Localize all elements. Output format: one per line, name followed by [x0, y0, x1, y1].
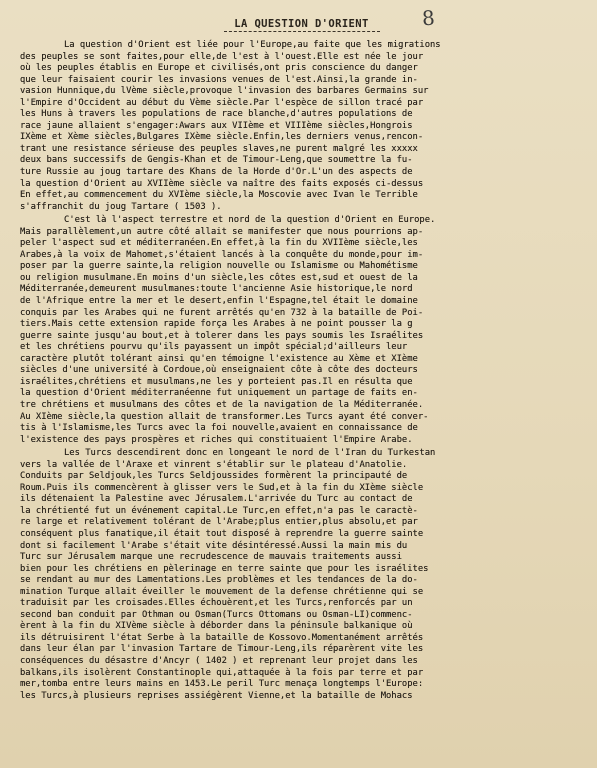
- text-line: peler l'aspect sud et méditerranéen.En effet,à la fin du XVIIème siècle,les: [20, 238, 418, 249]
- text-line: conquis par les Arabes qui ne furent arrêtés qu'en 732 à la bataille de Poi-: [20, 307, 424, 318]
- text-line: où les peuples établis en Europe et civilisés,ont pris conscience du danger: [20, 63, 418, 74]
- text-line: guerre sainte jusqu'au bout,et à tolerer dans les pays soumis les Israélites: [20, 330, 424, 341]
- text-line: la question d'Orient méditerranéenne fut uniquement un partage de faits en-: [20, 388, 418, 399]
- text-line: poser par la guerre sainte,la religion nouvelle ou Islamisme ou Mahométisme: [20, 261, 418, 272]
- text-line: l'Empire d'Occident au début du Vème siècle.Par l'espèce de sillon tracé par: [20, 97, 424, 108]
- text-line: siècles d'une université à Cordoue,où enseignaient côte à côte des docteurs: [20, 365, 418, 376]
- text-line: l'existence des pays prospères et riches qui constituaient l'Empire Arabe.: [20, 434, 413, 445]
- text-line: les Turcs,à plusieurs reprises assiégèrent Vienne,et la bataille de Mohacs: [20, 690, 413, 701]
- paragraph: [20, 215, 583, 446]
- paragraph: [20, 448, 583, 702]
- text-line: second ban conduit par Othman ou Osman(Turcs Ottomans ou Osman-LI)commenc-: [20, 609, 413, 620]
- text-line: Les Turcs descendirent donc en longeant le nord de l'Iran du Turkestan: [64, 448, 436, 459]
- text-line: Conduits par Seldjouk,les Turcs Seldjoussides formèrent la principauté de: [20, 471, 408, 482]
- text-line: èrent à la fin du XIVème siècle à déborder dans la péninsule balkanique où: [20, 621, 413, 632]
- text-line: Méditerranée,demeurent musulmanes:toute l'ancienne Asie historique,le nord: [20, 284, 413, 295]
- text-line: traduisit par les croisades.Elles échouèrent,et les Turcs,renforcés par un: [20, 598, 413, 609]
- text-line: la question d'Orient au XVIIème siècle va naître des faits exposés ci-dessus: [20, 178, 424, 189]
- text-line: Turc sur Jérusalem marque une recrudescence de mauvais traitements aussi: [20, 552, 402, 563]
- text-line: balkans,ils isolèrent Constantinople qui,attaquée à la fois par terre et par: [20, 667, 424, 678]
- text-line: conséquences du désastre d'Ancyr ( 1402 ) et reprenant leur projet dans les: [20, 655, 418, 666]
- text-line: ou religion musulmane.En moins d'un siècle,les côtes est,sud et ouest de la: [20, 272, 418, 283]
- text-line: bien pour les chrétiens en pèlerinage en terre sainte que pour les israélites: [20, 563, 429, 574]
- paragraph: [20, 40, 583, 213]
- text-line: la chrétienté fut un événement capital.Le Turc,en effet,n'a pas le caractè-: [20, 505, 418, 516]
- text-line: mination Turque allait éveiller le mouvement de la defense chrétienne qui se: [20, 586, 424, 597]
- text-line: et les chrétiens pourvu qu'ils payassent un impôt spécial;d'ailleurs leur: [20, 342, 408, 353]
- text-line: tiers.Mais cette extension rapide força les Arabes à ne point pousser la g: [20, 319, 413, 330]
- text-line: se rendant au mur des Lamentations.Les problèmes et les tendances de la do-: [20, 575, 418, 586]
- text-line: des peuples se sont faites,pour elle,de l'est à l'ouest.Elle est née le jour: [20, 51, 424, 62]
- body-text: [20, 40, 583, 702]
- title-underline: [224, 31, 380, 32]
- text-line: que leur faisaient courir les invasions venues de l'est.Ainsi,la grande in-: [20, 74, 418, 85]
- text-line: vers la vallée de l'Araxe et vinrent s'établir sur le plateau d'Anatolie.: [20, 459, 408, 470]
- text-line: Arabes,à la voix de Mahomet,s'étaient lancés à la conquête du monde,pour im-: [20, 249, 424, 260]
- text-line: ils détenaient la Palestine avec Jérusalem.L'arrivée du Turc au contact de: [20, 494, 413, 505]
- text-line: conséquent plus fanatique,il était tout disposé à reprendre la guerre sainte: [20, 528, 424, 539]
- text-line: Roum.Puis ils commencèrent à glisser vers le Sud,et à la fin du XIème siècle: [20, 482, 424, 493]
- page-number: 8: [421, 5, 436, 31]
- text-line: ils détruisirent l'état Serbe à la bataille de Kossovo.Momentanément arrêtés: [20, 632, 424, 643]
- text-line: dont si facilement l'Arabe s'était vite désintéressé.Aussi la main mis du: [20, 540, 408, 551]
- text-line: IXème et Xème siècles,Bulgares IXème siècle.Enfin,les derniers venus,rencon-: [20, 132, 424, 143]
- text-line: mer,tomba entre leurs mains en 1453.Le peril Turc menaça longtemps l'Europe:: [20, 679, 424, 690]
- text-line: deux bans successifs de Gengis-Khan et de Timour-Leng,que soumettre la fu-: [20, 155, 413, 166]
- text-line: trant une resistance sérieuse des peuples slaves,ne purent malgré les xxxxx: [20, 143, 418, 154]
- text-line: C'est là l'aspect terrestre et nord de la question d'Orient en Europe.: [64, 215, 436, 226]
- text-line: re large et relativement tolérant de l'Arabe;plus entier,plus absolu,et par: [20, 517, 418, 528]
- text-line: La question d'Orient est liée pour l'Europe,au faite que les migrations: [64, 40, 441, 50]
- document-title: LA QUESTION D'ORIENT: [234, 18, 369, 30]
- text-line: dans leur élan par l'invasion Tartare de Timour-Leng,ils réparèrent vite les: [20, 644, 424, 655]
- text-line: vasion Hunnique,du lVème siècle,provoque l'invasion des barbares Germains sur: [20, 86, 429, 97]
- text-line: ture Russie au joug tartare des Khans de la Horde d'Or.L'un des aspects de: [20, 167, 413, 178]
- text-line: s'affranchit du joug Tartare ( 1503 ).: [20, 201, 222, 212]
- text-line: race jaune allaient s'engager:Awars aux VIIème et VIIIème siècles,Hongrois: [20, 120, 413, 131]
- text-line: tre chrétiens et musulmans des côtes et de la navigation de la Méditerranée.: [20, 399, 424, 410]
- text-line: de l'Afrique entre la mer et le desert,enfin l'Espagne,tel était le domaine: [20, 296, 418, 307]
- text-line: caractère plutôt tolérant ainsi qu'en témoigne l'existence au Xème et XIème: [20, 353, 418, 364]
- text-line: En effet,au commencement du XVIème siècle,la Moscovie avec Ivan le Terrible: [20, 190, 418, 201]
- text-line: les Huns à travers les populations de race blanche,d'autres populations de: [20, 109, 413, 120]
- text-line: israélites,chrétiens et musulmans,ne les y porteient pas.Il en résulta que: [20, 376, 413, 387]
- text-line: Mais parallèlement,un autre côté allait se manifester que nous pourrions ap-: [20, 226, 424, 237]
- text-line: Au XIème siècle,la question allait de transformer.Les Turcs ayant été conver-: [20, 411, 429, 422]
- text-line: tis à l'Islamisme,les Turcs avec la foi nouvelle,avaient en connaissance de: [20, 423, 418, 434]
